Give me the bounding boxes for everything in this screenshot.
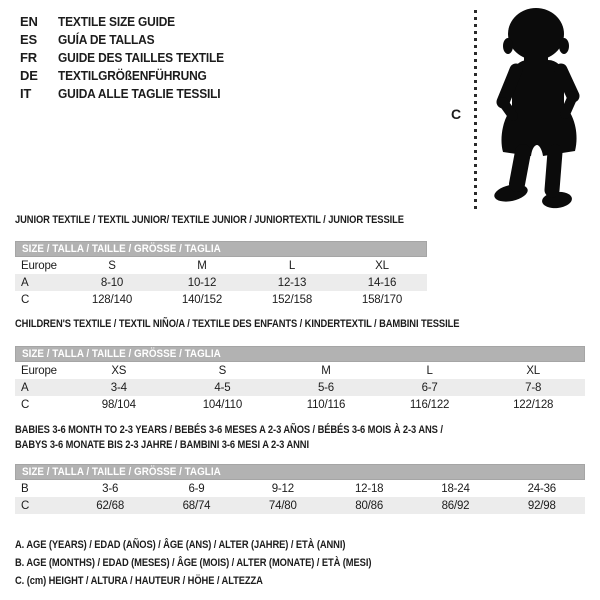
size-cell: 18-24 <box>441 482 470 495</box>
size-cell: 3-6 <box>102 482 119 495</box>
size-cell: 92/98 <box>527 499 556 512</box>
footnote-line: C. (cm) HEIGHT / ALTURA / HAUTEUR / HÖHE / ALTEZZA <box>15 575 263 587</box>
babies-textile-title <box>15 423 585 453</box>
language-title: GUIDE DES TAILLES TEXTILE <box>58 49 224 65</box>
table-row <box>15 396 585 413</box>
size-cell: 24-36 <box>527 482 557 495</box>
size-cell: 104/110 <box>202 398 243 411</box>
language-row <box>20 66 238 84</box>
childrens-table-rows <box>15 362 585 413</box>
table-title-line: JUNIOR TEXTILE / TEXTIL JUNIOR/ TEXTILE JUNIOR / JUNIORTEXTIL / JUNIOR TESSILE <box>15 214 404 226</box>
size-header-bar <box>15 464 585 480</box>
height-measure-label: C <box>451 106 462 122</box>
row-label: Europe <box>21 364 57 377</box>
row-label: C <box>21 499 30 512</box>
size-cell: 6-9 <box>188 482 205 495</box>
childrens-textile-title <box>15 317 585 332</box>
table-row <box>15 362 585 379</box>
size-cell: M <box>197 259 207 272</box>
footnote-line: B. AGE (MONTHS) / EDAD (MESES) / ÂGE (MOIS) / ALTER (MONATE) / ETÀ (MESI) <box>15 557 372 569</box>
size-cell: L <box>288 259 296 272</box>
childrens-textile-section <box>15 317 585 413</box>
table-row <box>15 274 427 291</box>
language-row <box>20 84 238 102</box>
size-cell: 158/170 <box>361 293 403 306</box>
row-label: B <box>21 482 29 495</box>
size-header-label: SIZE / TALLA / TAILLE / GRÖSSE / TAGLIA <box>22 348 221 360</box>
language-title: GUÍA DE TALLAS <box>58 31 155 47</box>
language-code: EN <box>20 13 38 29</box>
table-row <box>15 257 427 274</box>
size-cell: 74/80 <box>268 499 297 512</box>
row-label: C <box>21 398 30 411</box>
language-row <box>20 48 238 66</box>
size-header-label: SIZE / TALLA / TAILLE / GRÖSSE / TAGLIA <box>22 466 221 478</box>
size-cell: 98/104 <box>101 398 136 411</box>
size-cell: 140/152 <box>181 293 223 306</box>
language-row <box>20 12 238 30</box>
junior-textile-title <box>15 213 427 228</box>
footnote-list <box>15 536 434 590</box>
size-cell: S <box>218 364 227 377</box>
language-code: FR <box>20 49 37 65</box>
babies-table-rows <box>15 480 585 514</box>
language-code: ES <box>20 31 37 47</box>
language-row <box>20 30 238 48</box>
size-cell: 12-18 <box>354 482 384 495</box>
size-cell: L <box>426 364 433 377</box>
table-row <box>15 480 585 497</box>
size-cell: XS <box>111 364 127 377</box>
size-cell: 152/158 <box>271 293 313 306</box>
language-code: IT <box>20 85 32 101</box>
size-cell: 128/140 <box>91 293 133 306</box>
row-label: C <box>21 293 30 306</box>
size-cell: 9-12 <box>271 482 294 495</box>
table-row <box>15 379 585 396</box>
size-cell: 110/116 <box>306 398 346 411</box>
size-cell: 3-4 <box>110 381 127 394</box>
junior-textile-section <box>15 213 427 308</box>
size-cell: M <box>321 364 331 377</box>
language-list <box>20 12 238 102</box>
language-title: TEXTILGRÖßENFÜHRUNG <box>58 67 207 83</box>
size-cell: 86/92 <box>441 499 470 512</box>
size-cell: 4-5 <box>214 381 231 394</box>
table-row <box>15 497 585 514</box>
babies-textile-section <box>15 423 585 514</box>
table-title-line: BABYS 3-6 MONATE BIS 2-3 JAHRE / BAMBINI 3-6 MESI A 2-3 ANNI <box>15 439 309 451</box>
size-cell: 62/68 <box>96 499 125 512</box>
table-title-line: BABIES 3-6 MONTH TO 2-3 YEARS / BEBÉS 3-6 MESES A 2-3 AÑOS / BÉBÉS 3-6 MOIS À 2-3 ANS / <box>15 424 443 436</box>
table-row <box>15 291 427 308</box>
size-header-bar <box>15 346 585 362</box>
size-cell: 122/128 <box>513 398 554 411</box>
size-cell: 10-12 <box>187 276 217 289</box>
size-cell: 6-7 <box>421 381 438 394</box>
language-title: GUIDA ALLE TAGLIE TESSILI <box>58 85 221 101</box>
size-cell: 116/122 <box>409 398 450 411</box>
size-header-bar <box>15 241 427 257</box>
size-cell: 5-6 <box>317 381 334 394</box>
height-measure-dotted-line <box>474 10 477 212</box>
language-code: DE <box>20 67 38 83</box>
size-cell: 14-16 <box>367 276 397 289</box>
footnote-line: A. AGE (YEARS) / EDAD (AÑOS) / ÂGE (ANS) / ALTER (JAHRE) / ETÀ (ANNI) <box>15 539 346 551</box>
table-title-line: CHILDREN'S TEXTILE / TEXTIL NIÑO/A / TEXTILE DES ENFANTS / KINDERTEXTIL / BAMBINI TESSILE <box>15 318 460 330</box>
row-label: A <box>21 276 29 289</box>
size-cell: XL <box>375 259 389 272</box>
size-cell: 8-10 <box>100 276 124 289</box>
toddler-silhouette-icon <box>486 6 590 212</box>
language-title: TEXTILE SIZE GUIDE <box>58 13 175 29</box>
size-cell: S <box>108 259 116 272</box>
size-cell: 12-13 <box>277 276 307 289</box>
size-header-label: SIZE / TALLA / TAILLE / GRÖSSE / TAGLIA <box>22 243 221 255</box>
size-cell: 80/86 <box>355 499 384 512</box>
size-cell: 7-8 <box>525 381 542 394</box>
size-cell: 68/74 <box>182 499 211 512</box>
size-cell: XL <box>526 364 540 377</box>
junior-table-rows <box>15 257 427 308</box>
row-label: Europe <box>21 259 57 272</box>
row-label: A <box>21 381 29 394</box>
